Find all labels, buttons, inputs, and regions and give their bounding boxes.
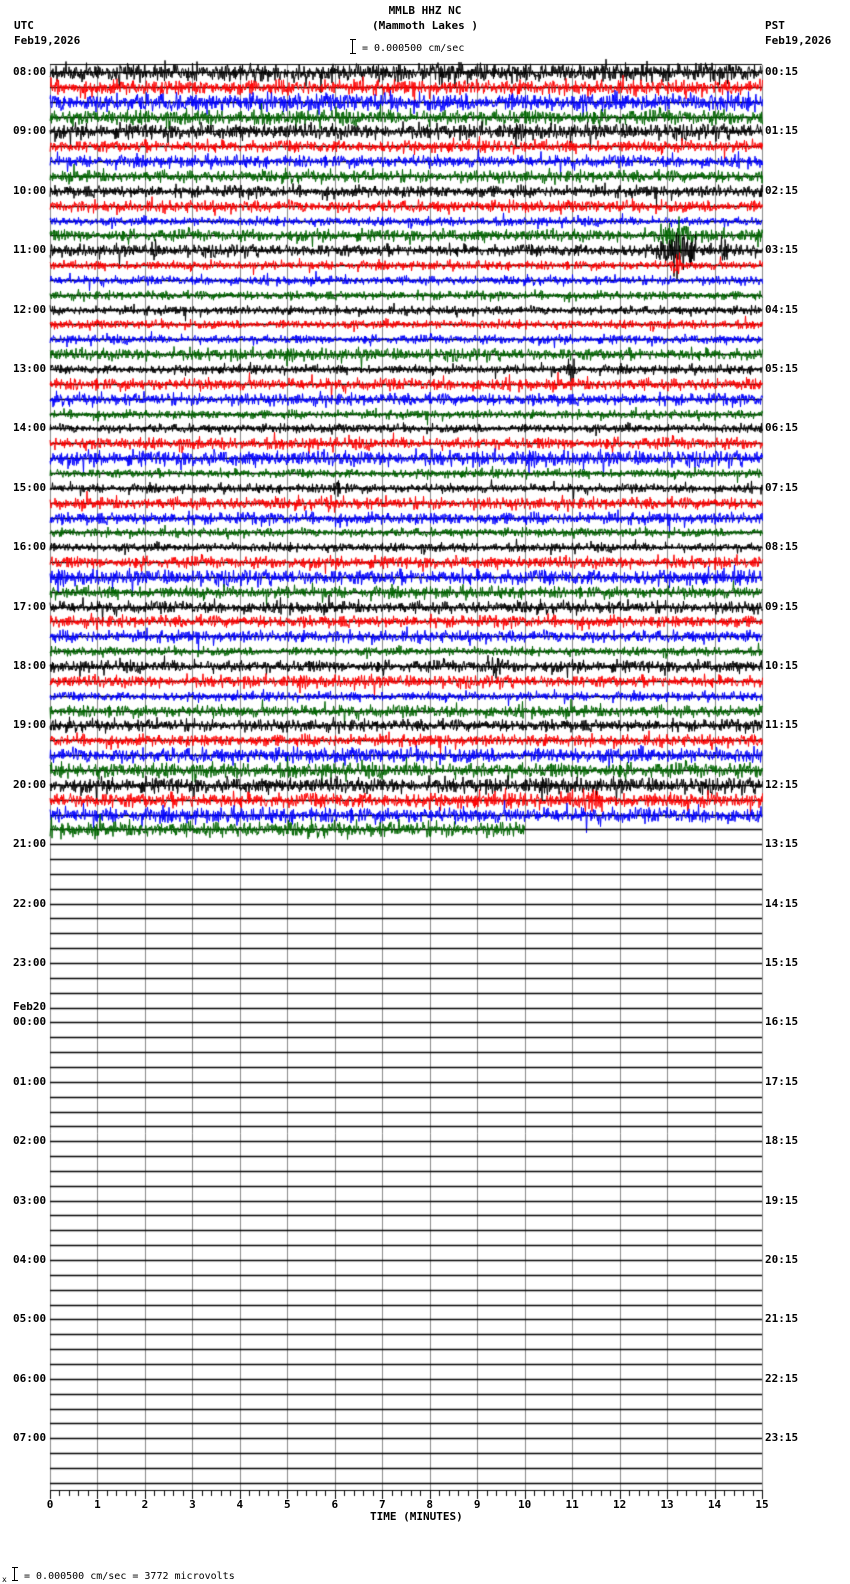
footer-scale-text: = 0.000500 cm/sec = 3772 microvolts	[24, 1571, 235, 1582]
utc-hour-label: 22:00	[13, 897, 47, 910]
x-tick-label: 14	[707, 1498, 722, 1511]
pst-hour-label: 13:15	[765, 837, 799, 850]
x-tick-label: 10	[518, 1498, 532, 1511]
utc-hour-label: 01:00	[13, 1075, 47, 1088]
pst-hour-label: 04:15	[765, 303, 799, 316]
x-tick-label: 3	[189, 1498, 196, 1511]
utc-hour-label: 23:00	[13, 956, 47, 969]
pst-hour-label: 02:15	[765, 184, 799, 197]
utc-hour-label: 16:00	[13, 540, 47, 553]
pst-hour-label: 16:15	[765, 1015, 799, 1028]
utc-hour-label: 07:00	[13, 1431, 47, 1444]
utc-hour-label: 15:00	[13, 481, 47, 494]
utc-hour-label: 05:00	[13, 1312, 47, 1325]
pst-hour-label: 15:15	[765, 956, 799, 969]
utc-hour-label: 12:00	[13, 303, 47, 316]
pst-hour-label: 23:15	[765, 1431, 799, 1444]
pst-hour-label: 10:15	[765, 659, 799, 672]
utc-date-change-label: Feb20	[13, 1000, 47, 1013]
x-tick-label: 7	[378, 1498, 386, 1511]
utc-hour-label: 04:00	[13, 1253, 47, 1266]
utc-hour-label: 09:00	[13, 124, 47, 137]
pst-hour-label: 12:15	[765, 778, 799, 791]
x-tick-label: 8	[426, 1498, 434, 1511]
footer-prefix: x	[2, 1575, 7, 1584]
utc-hour-label: 14:00	[13, 421, 47, 434]
pst-hour-label: 11:15	[765, 718, 799, 731]
utc-hour-label: 03:00	[13, 1194, 47, 1207]
pst-hour-label: 01:15	[765, 124, 799, 137]
pst-hour-label: 06:15	[765, 421, 799, 434]
x-tick-label: 5	[284, 1498, 291, 1511]
utc-hour-label: 17:00	[13, 600, 47, 613]
x-tick-label: 13	[660, 1498, 674, 1511]
utc-hour-label: 21:00	[13, 837, 47, 850]
utc-hour-label: 10:00	[13, 184, 47, 197]
footer-scale-bar-icon	[14, 1567, 20, 1581]
x-axis-title: TIME (MINUTES)	[370, 1510, 463, 1523]
utc-hour-label: 18:00	[13, 659, 47, 672]
pst-hour-label: 00:15	[765, 65, 799, 78]
x-tick-label: 2	[141, 1498, 149, 1511]
pst-hour-label: 07:15	[765, 481, 799, 494]
x-tick-label: 9	[473, 1498, 481, 1511]
x-tick-label: 0	[46, 1498, 54, 1511]
utc-hour-label: 02:00	[13, 1134, 47, 1147]
utc-hour-label: 06:00	[13, 1372, 47, 1385]
utc-hour-label: 13:00	[13, 362, 47, 375]
pst-hour-label: 05:15	[765, 362, 799, 375]
pst-hour-label: 19:15	[765, 1194, 799, 1207]
pst-hour-label: 18:15	[765, 1134, 799, 1147]
utc-hour-label: 11:00	[13, 243, 47, 256]
utc-hour-label: 20:00	[13, 778, 47, 791]
pst-hour-label: 20:15	[765, 1253, 799, 1266]
x-tick-label: 11	[565, 1498, 579, 1511]
x-tick-label: 6	[331, 1498, 339, 1511]
x-tick-label: 4	[236, 1498, 244, 1511]
utc-hour-label: 08:00	[13, 65, 47, 78]
x-tick-label: 15	[755, 1498, 769, 1511]
pst-hour-label: 14:15	[765, 897, 799, 910]
x-tick-label: 1	[94, 1498, 101, 1511]
pst-hour-label: 22:15	[765, 1372, 799, 1385]
pst-hour-label: 03:15	[765, 243, 799, 256]
pst-hour-label: 17:15	[765, 1075, 799, 1088]
x-tick-label: 12	[612, 1498, 627, 1511]
utc-hour-label: 00:00	[13, 1015, 47, 1028]
pst-hour-label: 08:15	[765, 540, 799, 553]
pst-hour-label: 21:15	[765, 1312, 799, 1325]
pst-hour-label: 09:15	[765, 600, 799, 613]
utc-hour-label: 19:00	[13, 718, 47, 731]
